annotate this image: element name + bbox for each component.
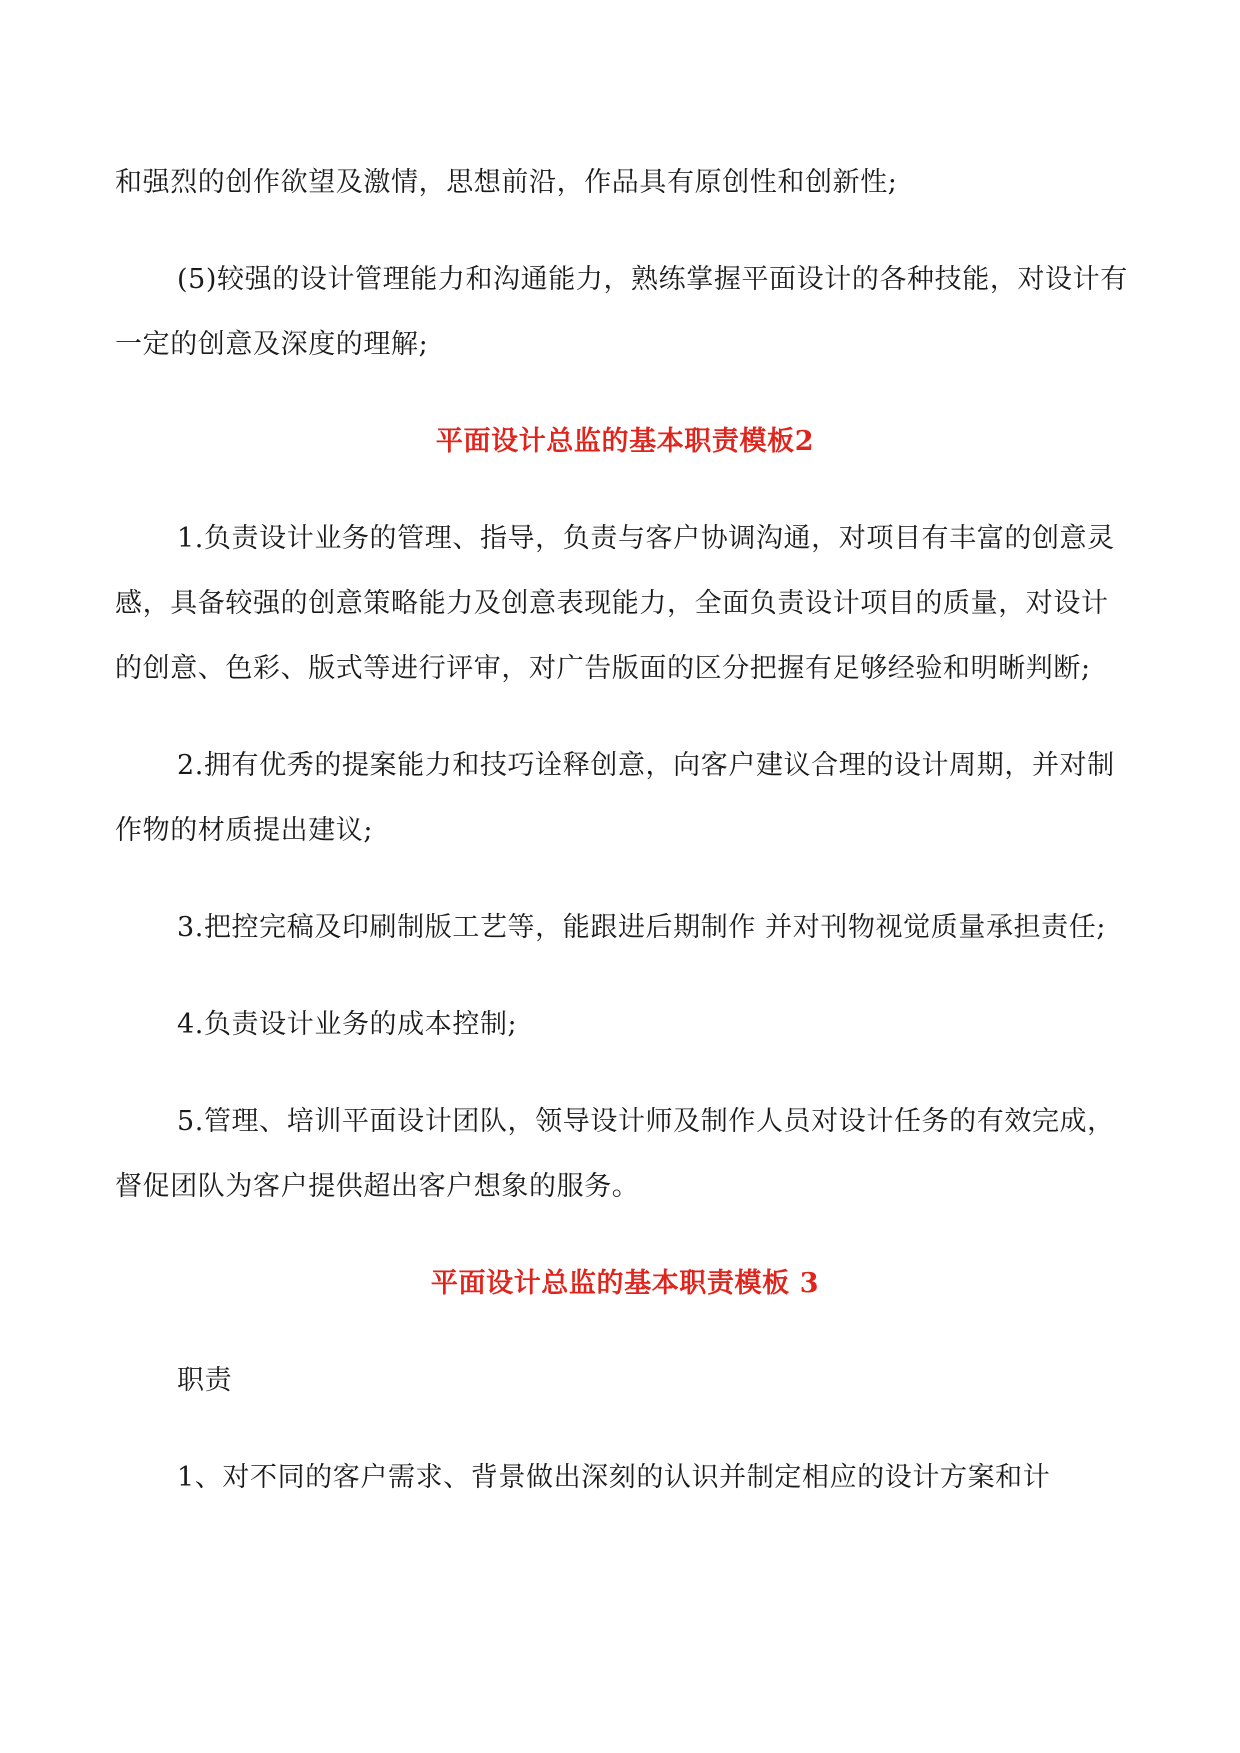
paragraph-continuation: 和强烈的创作欲望及激情，思想前沿，作品具有原创性和创新性;	[115, 167, 898, 198]
paragraph-duties-label: 职责	[177, 1365, 233, 1396]
section-heading-template-2: 平面设计总监的基本职责模板2	[435, 426, 815, 457]
paragraph-item-2: 2.拥有优秀的提案能力和技巧诠释创意，向客户建议合理的设计周期，并对制作物的材质提出建议;	[115, 750, 1115, 846]
paragraph-item-3: 3.把控完稿及印刷制版工艺等，能跟进后期制作 并对刊物视觉质量承担责任;	[177, 912, 1107, 943]
paragraph-item-5: (5)较强的设计管理能力和沟通能力，熟练掌握平面设计的各种技能，对设计有一定的创意及深度的理解;	[115, 264, 1128, 360]
document-body	[115, 150, 1135, 1510]
paragraph-item-1: 1.负责设计业务的管理、指导，负责与客户协调沟通，对项目有丰富的创意灵感，具备较强的创意策略能力及创意表现能力，全面负责设计项目的质量，对设计的创意、色彩、版式等进行评审，对广告版面的区分把握有足够经验和明晰判断;	[115, 523, 1115, 684]
paragraph-duty-1: 1、对不同的客户需求、背景做出深刻的认识并制定相应的设计方案和计	[177, 1462, 1051, 1493]
paragraph-item-4: 4.负责设计业务的成本控制;	[177, 1009, 518, 1040]
section-heading-template-3: 平面设计总监的基本职责模板 3	[430, 1268, 820, 1299]
paragraph-item-5b: 5.管理、培训平面设计团队，领导设计师及制作人员对设计任务的有效完成，督促团队为客户提供超出客户想象的服务。	[115, 1106, 1115, 1202]
